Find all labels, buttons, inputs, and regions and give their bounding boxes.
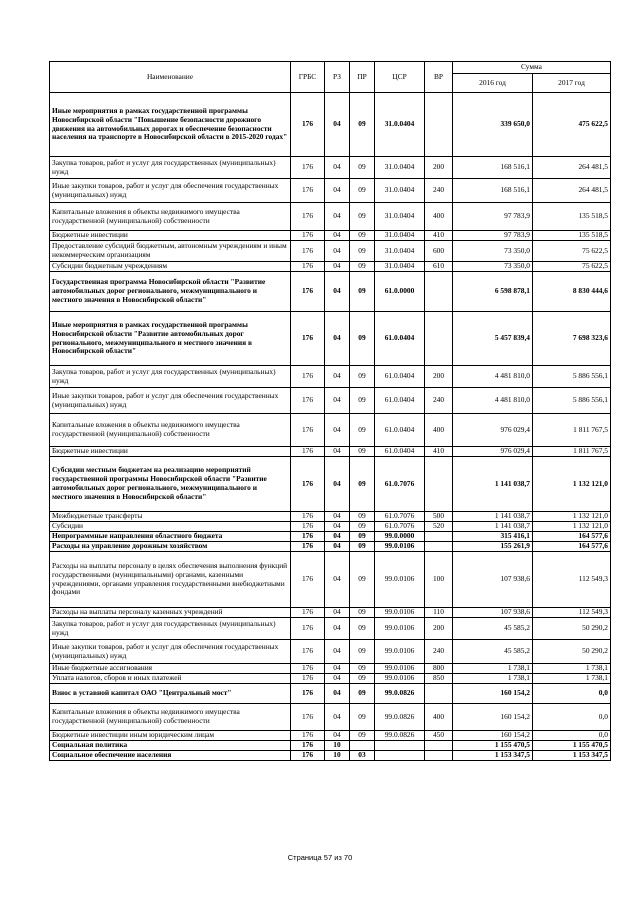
table-row xyxy=(50,272,611,312)
cell-vr: 450 xyxy=(425,731,453,741)
cell-name: Социальная политика xyxy=(50,741,291,751)
cell-sum-2017: 112 549,3 xyxy=(533,552,611,608)
cell-pr xyxy=(350,741,375,751)
cell-grbs: 176 xyxy=(291,203,325,231)
cell-grbs: 176 xyxy=(291,447,325,457)
cell-pr: 09 xyxy=(350,522,375,532)
cell-sum-2017: 0,0 xyxy=(533,684,611,704)
cell-pr: 09 xyxy=(350,272,375,312)
cell-sum-2017: 264 481,5 xyxy=(533,157,611,179)
cell-pr: 09 xyxy=(350,388,375,414)
cell-sum-2017: 50 290,2 xyxy=(533,640,611,664)
header-vr: ВР xyxy=(425,62,453,93)
cell-csr: 99.0.0106 xyxy=(375,608,425,618)
cell-csr: 99.0.0106 xyxy=(375,542,425,552)
table-row xyxy=(50,366,611,388)
table-row xyxy=(50,618,611,640)
cell-sum-2017: 1 132 121,0 xyxy=(533,457,611,512)
cell-rz: 04 xyxy=(325,447,350,457)
cell-pr: 09 xyxy=(350,684,375,704)
cell-vr xyxy=(425,751,453,761)
cell-name: Субсидии местным бюджетам на реализацию мероприятий государственной программы Новосибирской области "Развитие автомобильных дорог регионального, межмуниципального и местного значения в Новосибирской области" xyxy=(50,457,291,512)
cell-csr: 99.0.0826 xyxy=(375,684,425,704)
cell-sum-2016: 160 154,2 xyxy=(453,684,533,704)
cell-name: Межбюджетные трансферты xyxy=(50,512,291,522)
cell-sum-2017: 0,0 xyxy=(533,731,611,741)
cell-vr: 100 xyxy=(425,552,453,608)
cell-csr: 31.0.0404 xyxy=(375,231,425,241)
cell-pr: 09 xyxy=(350,704,375,731)
cell-name: Иные бюджетные ассигнования xyxy=(50,664,291,674)
table-row xyxy=(50,157,611,179)
cell-rz: 04 xyxy=(325,93,350,157)
cell-csr: 61.0.0404 xyxy=(375,312,425,366)
cell-pr: 09 xyxy=(350,532,375,542)
table-row xyxy=(50,542,611,552)
cell-sum-2017: 475 622,5 xyxy=(533,93,611,157)
cell-vr: 500 xyxy=(425,512,453,522)
cell-sum-2017: 1 738,1 xyxy=(533,674,611,684)
cell-csr: 61.0.7076 xyxy=(375,512,425,522)
cell-rz: 04 xyxy=(325,674,350,684)
cell-rz: 04 xyxy=(325,731,350,741)
table-row xyxy=(50,664,611,674)
cell-sum-2017: 0,0 xyxy=(533,704,611,731)
cell-rz: 10 xyxy=(325,741,350,751)
cell-grbs: 176 xyxy=(291,731,325,741)
cell-pr: 09 xyxy=(350,312,375,366)
cell-pr: 09 xyxy=(350,241,375,262)
cell-grbs: 176 xyxy=(291,608,325,618)
table-row xyxy=(50,93,611,157)
cell-name: Непрограммные направления областного бюджета xyxy=(50,532,291,542)
cell-name: Иные закупки товаров, работ и услуг для обеспечения государственных (муниципальных) нужд xyxy=(50,388,291,414)
cell-sum-2017: 264 481,5 xyxy=(533,179,611,203)
cell-csr: 99.0.0106 xyxy=(375,664,425,674)
cell-pr: 09 xyxy=(350,93,375,157)
table-row xyxy=(50,522,611,532)
cell-sum-2016: 976 029,4 xyxy=(453,447,533,457)
budget-table xyxy=(49,61,611,761)
cell-vr: 610 xyxy=(425,262,453,272)
cell-rz: 04 xyxy=(325,522,350,532)
cell-vr: 400 xyxy=(425,414,453,447)
cell-grbs: 176 xyxy=(291,272,325,312)
cell-name: Капитальные вложения в объекты недвижимого имущества государственной (муниципальной) собственности xyxy=(50,414,291,447)
cell-sum-2016: 160 154,2 xyxy=(453,704,533,731)
cell-name: Закупка товаров, работ и услуг для государственных (муниципальных) нужд xyxy=(50,618,291,640)
cell-pr: 09 xyxy=(350,552,375,608)
cell-pr: 09 xyxy=(350,674,375,684)
cell-sum-2017: 1 132 121,0 xyxy=(533,512,611,522)
cell-vr xyxy=(425,532,453,542)
cell-grbs: 176 xyxy=(291,231,325,241)
cell-grbs: 176 xyxy=(291,157,325,179)
cell-grbs: 176 xyxy=(291,522,325,532)
header-rz: РЗ xyxy=(325,62,350,93)
cell-sum-2016: 6 598 878,1 xyxy=(453,272,533,312)
cell-rz: 04 xyxy=(325,704,350,731)
cell-rz: 04 xyxy=(325,608,350,618)
table-row xyxy=(50,552,611,608)
table-row xyxy=(50,388,611,414)
cell-csr: 61.0.0404 xyxy=(375,414,425,447)
cell-sum-2017: 75 622,5 xyxy=(533,262,611,272)
cell-vr xyxy=(425,272,453,312)
cell-grbs: 176 xyxy=(291,414,325,447)
cell-vr: 200 xyxy=(425,157,453,179)
cell-name: Расходы на управление дорожным хозяйством xyxy=(50,542,291,552)
cell-grbs: 176 xyxy=(291,366,325,388)
cell-sum-2017: 1 132 121,0 xyxy=(533,522,611,532)
table-row xyxy=(50,674,611,684)
cell-csr: 31.0.0404 xyxy=(375,262,425,272)
cell-sum-2016: 5 457 839,4 xyxy=(453,312,533,366)
cell-pr: 09 xyxy=(350,157,375,179)
cell-grbs: 176 xyxy=(291,532,325,542)
cell-sum-2016: 107 938,6 xyxy=(453,608,533,618)
cell-grbs: 176 xyxy=(291,93,325,157)
cell-rz: 04 xyxy=(325,532,350,542)
cell-name: Капитальные вложения в объекты недвижимого имущества государственной (муниципальной) собственности xyxy=(50,203,291,231)
cell-sum-2016: 45 585,2 xyxy=(453,618,533,640)
cell-vr: 110 xyxy=(425,608,453,618)
cell-rz: 04 xyxy=(325,684,350,704)
cell-sum-2016: 976 029,4 xyxy=(453,414,533,447)
cell-vr xyxy=(425,93,453,157)
cell-rz: 04 xyxy=(325,457,350,512)
cell-grbs: 176 xyxy=(291,684,325,704)
table-row xyxy=(50,179,611,203)
cell-sum-2017: 7 698 323,6 xyxy=(533,312,611,366)
cell-sum-2016: 160 154,2 xyxy=(453,731,533,741)
cell-vr: 400 xyxy=(425,704,453,731)
cell-csr: 61.0.0404 xyxy=(375,447,425,457)
cell-sum-2016: 315 416,1 xyxy=(453,532,533,542)
table-header xyxy=(50,62,611,93)
cell-grbs: 176 xyxy=(291,751,325,761)
cell-sum-2016: 1 141 038,7 xyxy=(453,512,533,522)
cell-grbs: 176 xyxy=(291,552,325,608)
cell-rz: 04 xyxy=(325,312,350,366)
cell-sum-2016: 168 516,1 xyxy=(453,157,533,179)
table-row xyxy=(50,231,611,241)
header-name: Наименование xyxy=(50,62,291,93)
cell-sum-2016: 1 141 038,7 xyxy=(453,522,533,532)
cell-name: Бюджетные инвестиции xyxy=(50,231,291,241)
cell-name: Государственная программа Новосибирской области "Развитие автомобильных дорог регионального, межмуниципального и местного значения в Новосибирской области" xyxy=(50,272,291,312)
cell-name: Иные мероприятия в рамках государственной программы Новосибирской области "Развитие автомобильных дорог регионального, межмуниципального и местного значения в Новосибирской области" xyxy=(50,312,291,366)
cell-vr: 600 xyxy=(425,241,453,262)
cell-vr: 800 xyxy=(425,664,453,674)
cell-rz: 04 xyxy=(325,512,350,522)
cell-rz: 04 xyxy=(325,618,350,640)
cell-name: Бюджетные инвестиции иным юридическим лицам xyxy=(50,731,291,741)
table-row xyxy=(50,751,611,761)
cell-vr xyxy=(425,312,453,366)
cell-grbs: 176 xyxy=(291,512,325,522)
cell-sum-2017: 164 577,6 xyxy=(533,542,611,552)
cell-csr: 99.0.0106 xyxy=(375,674,425,684)
cell-grbs: 176 xyxy=(291,664,325,674)
cell-csr: 31.0.0404 xyxy=(375,157,425,179)
cell-rz: 04 xyxy=(325,179,350,203)
cell-sum-2017: 1 155 470,5 xyxy=(533,741,611,751)
table-row xyxy=(50,608,611,618)
cell-vr: 520 xyxy=(425,522,453,532)
cell-sum-2017: 164 577,6 xyxy=(533,532,611,542)
table-row xyxy=(50,457,611,512)
cell-rz: 04 xyxy=(325,203,350,231)
cell-sum-2016: 168 516,1 xyxy=(453,179,533,203)
cell-sum-2016: 4 481 810,0 xyxy=(453,366,533,388)
cell-sum-2017: 1 153 347,5 xyxy=(533,751,611,761)
cell-rz: 04 xyxy=(325,414,350,447)
table-row xyxy=(50,532,611,542)
cell-grbs: 176 xyxy=(291,618,325,640)
cell-rz: 04 xyxy=(325,542,350,552)
cell-rz: 04 xyxy=(325,664,350,674)
cell-sum-2016: 1 738,1 xyxy=(453,664,533,674)
header-year-2016: 2016 год xyxy=(453,74,533,93)
cell-name: Субсидии xyxy=(50,522,291,532)
cell-vr: 410 xyxy=(425,447,453,457)
cell-csr xyxy=(375,741,425,751)
cell-rz: 04 xyxy=(325,388,350,414)
cell-sum-2016: 73 350,0 xyxy=(453,241,533,262)
cell-sum-2017: 1 811 767,5 xyxy=(533,447,611,457)
cell-grbs: 176 xyxy=(291,674,325,684)
cell-sum-2017: 135 518,5 xyxy=(533,231,611,241)
cell-pr: 09 xyxy=(350,542,375,552)
cell-sum-2016: 45 585,2 xyxy=(453,640,533,664)
cell-pr: 09 xyxy=(350,366,375,388)
cell-vr: 200 xyxy=(425,366,453,388)
cell-grbs: 176 xyxy=(291,542,325,552)
cell-csr: 31.0.0404 xyxy=(375,203,425,231)
cell-csr: 31.0.0404 xyxy=(375,241,425,262)
table-row xyxy=(50,312,611,366)
cell-sum-2017: 112 549,3 xyxy=(533,608,611,618)
cell-sum-2017: 50 290,2 xyxy=(533,618,611,640)
cell-name: Иные закупки товаров, работ и услуг для обеспечения государственных (муниципальных) нужд xyxy=(50,640,291,664)
cell-pr: 09 xyxy=(350,457,375,512)
cell-sum-2016: 1 153 347,5 xyxy=(453,751,533,761)
cell-name: Предоставление субсидий бюджетным, автономным учреждениям и иным некоммерческим организациям xyxy=(50,241,291,262)
cell-name: Уплата налогов, сборов и иных платежей xyxy=(50,674,291,684)
cell-pr: 09 xyxy=(350,231,375,241)
cell-rz: 04 xyxy=(325,272,350,312)
cell-grbs: 176 xyxy=(291,640,325,664)
cell-csr: 99.0.0106 xyxy=(375,640,425,664)
cell-vr: 240 xyxy=(425,179,453,203)
cell-csr: 61.0.0000 xyxy=(375,272,425,312)
table-row xyxy=(50,731,611,741)
header-year-2017: 2017 год xyxy=(533,74,611,93)
cell-grbs: 176 xyxy=(291,741,325,751)
cell-sum-2016: 97 783,9 xyxy=(453,203,533,231)
cell-vr xyxy=(425,684,453,704)
cell-rz: 04 xyxy=(325,157,350,179)
cell-pr: 09 xyxy=(350,664,375,674)
cell-rz: 04 xyxy=(325,262,350,272)
cell-name: Иные мероприятия в рамках государственной программы Новосибирской области "Повышение безопасности дорожного движения на автомобильных дорогах и обеспечение безопасности населения на транспорте в Новосибирской области в 2015-2020 годах" xyxy=(50,93,291,157)
cell-vr: 410 xyxy=(425,231,453,241)
table-body xyxy=(50,93,611,761)
cell-name: Расходы на выплаты персоналу казенных учреждений xyxy=(50,608,291,618)
cell-name: Закупка товаров, работ и услуг для государственных (муниципальных) нужд xyxy=(50,366,291,388)
cell-rz: 04 xyxy=(325,640,350,664)
cell-name: Расходы на выплаты персоналу в целях обеспечения выполнения функций государственными (муниципальными) органами, казенными учреждениями, органами управления государственными внебюджетными фондами xyxy=(50,552,291,608)
cell-pr: 09 xyxy=(350,640,375,664)
table-row xyxy=(50,262,611,272)
cell-rz: 04 xyxy=(325,366,350,388)
header-sum: Сумма xyxy=(453,62,611,74)
cell-sum-2016: 1 738,1 xyxy=(453,674,533,684)
cell-csr: 99.0.0826 xyxy=(375,731,425,741)
cell-csr: 99.0.0000 xyxy=(375,532,425,542)
cell-sum-2017: 1 811 767,5 xyxy=(533,414,611,447)
cell-grbs: 176 xyxy=(291,388,325,414)
cell-csr: 61.0.7076 xyxy=(375,457,425,512)
table-row xyxy=(50,704,611,731)
cell-sum-2017: 8 830 444,6 xyxy=(533,272,611,312)
cell-grbs: 176 xyxy=(291,312,325,366)
cell-sum-2016: 339 650,0 xyxy=(453,93,533,157)
cell-csr: 61.0.7076 xyxy=(375,522,425,532)
cell-rz: 10 xyxy=(325,751,350,761)
header-csr: ЦСР xyxy=(375,62,425,93)
cell-grbs: 176 xyxy=(291,262,325,272)
header-pr: ПР xyxy=(350,62,375,93)
table-row xyxy=(50,640,611,664)
cell-pr: 09 xyxy=(350,447,375,457)
cell-sum-2017: 135 518,5 xyxy=(533,203,611,231)
cell-csr xyxy=(375,751,425,761)
page-number: Страница 57 из 70 xyxy=(287,853,353,862)
cell-name: Субсидии бюджетным учреждениям xyxy=(50,262,291,272)
cell-pr: 09 xyxy=(350,203,375,231)
table-row xyxy=(50,684,611,704)
table-row xyxy=(50,512,611,522)
cell-name: Бюджетные инвестиции xyxy=(50,447,291,457)
table-row xyxy=(50,414,611,447)
cell-vr: 240 xyxy=(425,388,453,414)
cell-name: Закупка товаров, работ и услуг для государственных (муниципальных) нужд xyxy=(50,157,291,179)
cell-pr: 09 xyxy=(350,262,375,272)
cell-grbs: 176 xyxy=(291,179,325,203)
cell-pr: 09 xyxy=(350,608,375,618)
cell-grbs: 176 xyxy=(291,457,325,512)
table-row xyxy=(50,741,611,751)
cell-sum-2016: 155 261,9 xyxy=(453,542,533,552)
cell-csr: 61.0.0404 xyxy=(375,388,425,414)
cell-pr: 09 xyxy=(350,731,375,741)
cell-csr: 31.0.0404 xyxy=(375,93,425,157)
cell-csr: 61.0.0404 xyxy=(375,366,425,388)
cell-vr: 240 xyxy=(425,640,453,664)
table-row xyxy=(50,447,611,457)
cell-sum-2016: 73 350,0 xyxy=(453,262,533,272)
cell-name: Взнос в уставной капитал ОАО "Центральный мост" xyxy=(50,684,291,704)
cell-sum-2017: 75 622,5 xyxy=(533,241,611,262)
cell-vr: 200 xyxy=(425,618,453,640)
cell-sum-2016: 1 155 470,5 xyxy=(453,741,533,751)
cell-name: Социальное обеспечение населения xyxy=(50,751,291,761)
cell-sum-2016: 97 783,9 xyxy=(453,231,533,241)
cell-rz: 04 xyxy=(325,552,350,608)
cell-vr xyxy=(425,741,453,751)
cell-pr: 09 xyxy=(350,414,375,447)
cell-csr: 99.0.0106 xyxy=(375,618,425,640)
cell-vr: 850 xyxy=(425,674,453,684)
cell-sum-2017: 5 886 556,1 xyxy=(533,388,611,414)
cell-csr: 31.0.0404 xyxy=(375,179,425,203)
cell-name: Иные закупки товаров, работ и услуг для обеспечения государственных (муниципальных) нужд xyxy=(50,179,291,203)
cell-pr: 09 xyxy=(350,512,375,522)
cell-name: Капитальные вложения в объекты недвижимого имущества государственной (муниципальной) собственности xyxy=(50,704,291,731)
cell-vr: 400 xyxy=(425,203,453,231)
cell-sum-2017: 5 886 556,1 xyxy=(533,366,611,388)
table-row xyxy=(50,241,611,262)
cell-pr: 03 xyxy=(350,751,375,761)
cell-csr: 99.0.0826 xyxy=(375,704,425,731)
cell-pr: 09 xyxy=(350,179,375,203)
cell-sum-2017: 1 738,1 xyxy=(533,664,611,674)
cell-vr xyxy=(425,457,453,512)
cell-grbs: 176 xyxy=(291,241,325,262)
cell-rz: 04 xyxy=(325,241,350,262)
cell-grbs: 176 xyxy=(291,704,325,731)
cell-csr: 99.0.0106 xyxy=(375,552,425,608)
cell-rz: 04 xyxy=(325,231,350,241)
table-row xyxy=(50,203,611,231)
cell-sum-2016: 1 141 038,7 xyxy=(453,457,533,512)
cell-sum-2016: 107 938,6 xyxy=(453,552,533,608)
header-grbs: ГРБС xyxy=(291,62,325,93)
cell-sum-2016: 4 481 810,0 xyxy=(453,388,533,414)
cell-pr: 09 xyxy=(350,618,375,640)
cell-vr xyxy=(425,542,453,552)
